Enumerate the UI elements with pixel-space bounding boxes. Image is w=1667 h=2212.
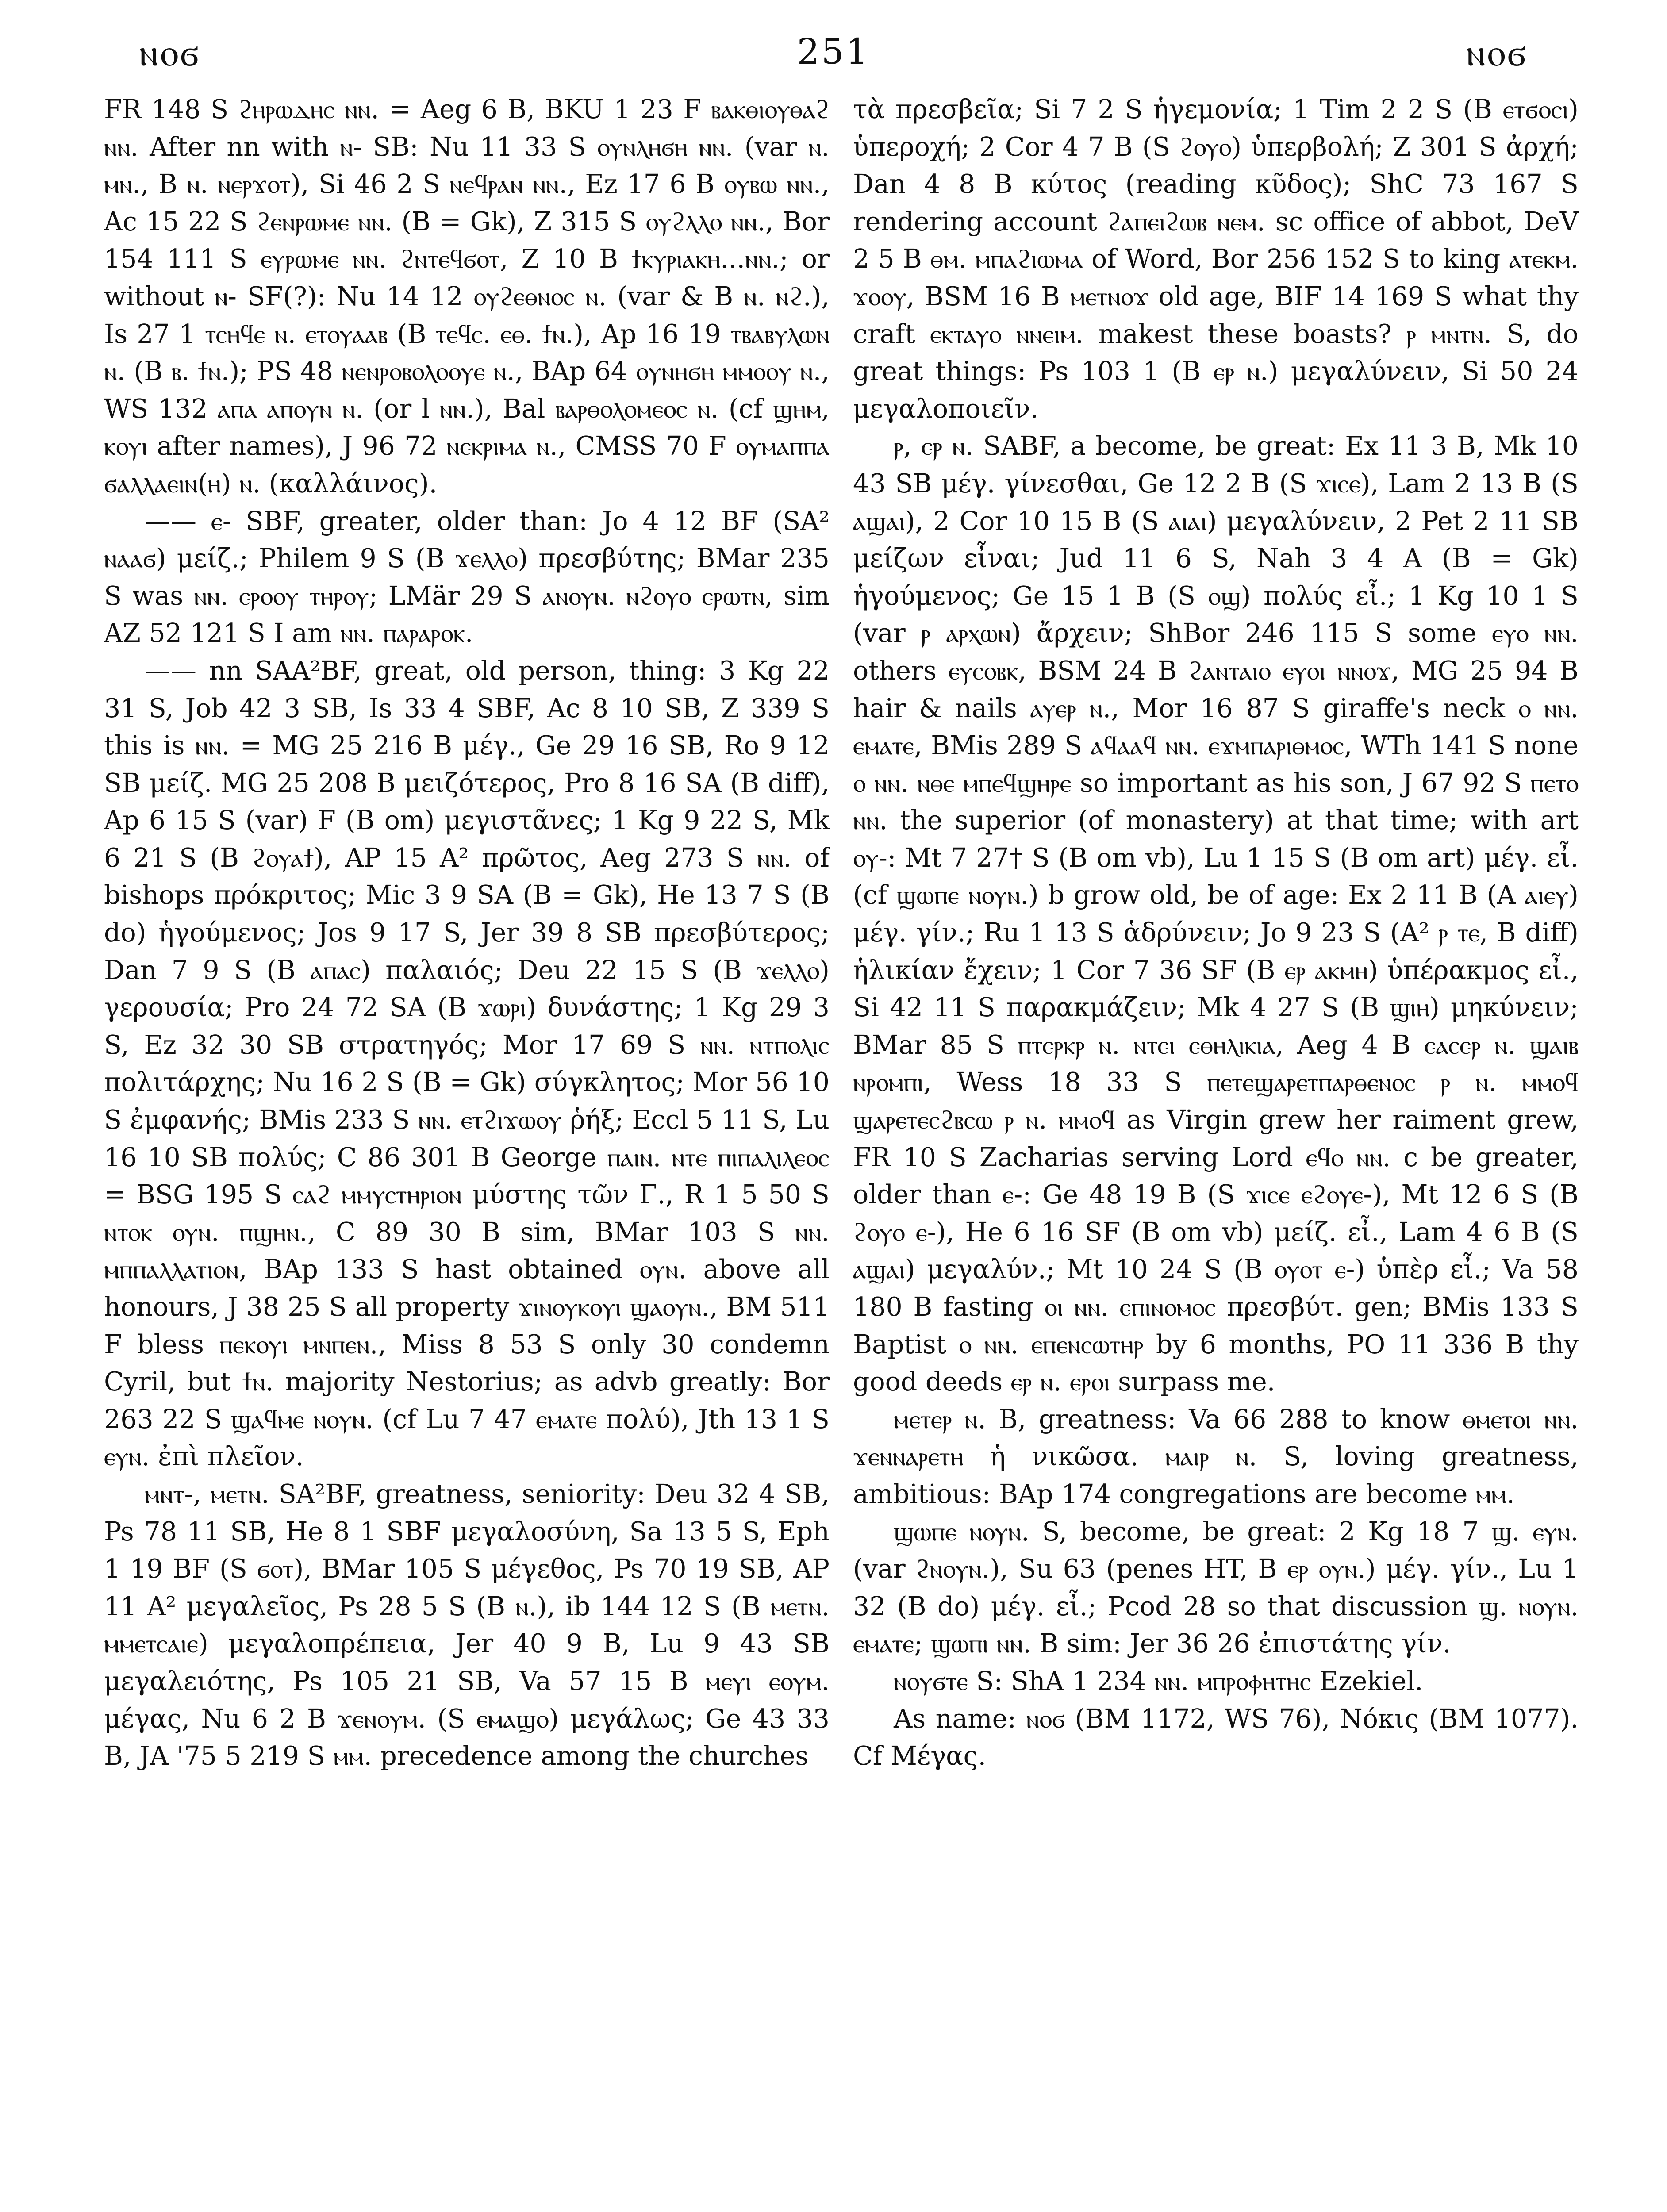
entry-paragraph: ⲛⲟⲩϭⲧⲉ S: ShA 1 234 ⲛⲛ. ⲙⲡⲣⲟⲫⲏⲧⲏⲥ Ezekiel. <box>894 1666 1423 1696</box>
entry-paragraph: ⲙⲉⲧⲉⲣ ⲛ. B, greatness: Va 66 288 to know ⲑⲙⲉⲧⲟⲓ ⲛⲛ. ϫⲉⲛⲛⲁⲣⲉⲧⲏ ἡ νικῶσα. ⲙⲁⲓⲣ ⲛ. S, loving greatness, ambitious: BAp 174 congregations are become ⲙⲙ. <box>853 1404 1579 1509</box>
entry-paragraph: ⲙⲛⲧ-, ⲙⲉⲧⲛ. SA²BF, greatness, seniority: Deu 32 4 SB, Ps 78 11 SB, He 8 1 SBF μεγαλοσύνη, Sa 13 5 S, Eph 1 19 BF (S ϭⲟⲧ), BMar 105 S μέγεθος, Ps 70 19 SB, AP 11 A² μεγαλεῖος, Ps 28 5 S (B ⲛ.), ib 144 12 S (B ⲙⲉⲧⲛ. ⲙⲙⲉⲧⲥⲁⲓⲉ) μεγαλοπρέπεια, Jer 40 9 B, Lu 9 43 SB μεγαλειότης, Ps 105 21 SB, Va 57 15 B ⲙⲉⲩⲓ ⲉⲟⲩⲙ. μέγας, Nu 6 2 B ϫⲉⲛⲟⲩⲙ. (S ⲉⲙⲁϣⲟ) μεγάλως; Ge 43 33 B, JA '75 5 219 S ⲙⲙ. precedence among the churches <box>104 1479 830 1771</box>
right-column <box>853 91 1579 2212</box>
entry-paragraph: ⲣ, ⲉⲣ ⲛ. SABF, a become, be great: Ex 11 3 B, Mk 10 43 SB μέγ. γίνεσθαι, Ge 12 2 B (S ϫⲓⲥⲉ), Lam 2 13 B (S ⲁϣⲁⲓ), 2 Cor 10 15 B (S ⲁⲓⲁⲓ) μεγαλύνειν, 2 Pet 2 11 SB μείζων εἶναι; Jud 11 6 S, Nah 3 4 A (B = Gk) ἡγούμενος; Ge 15 1 B (S ⲟϣ) πολύς εἶ.; 1 Kg 10 1 S (var ⲣ ⲁⲣⲭⲱⲛ) ἄρχειν; ShBor 246 115 S some ⲉⲩⲟ ⲛⲛ. others ⲉⲩⲥⲟⲃⲕ, BSM 24 B ϩⲁⲛⲧⲁⲓⲟ ⲉⲩⲟⲓ ⲛⲛⲟϫ, MG 25 94 B hair & nails ⲁⲩⲉⲣ ⲛ., Mor 16 87 S giraffe's neck ⲟ ⲛⲛ. ⲉⲙⲁⲧⲉ, BMis 289 S ⲁϥⲁⲁϥ ⲛⲛ. ⲉϫⲙⲡⲁⲣⲓⲑⲙⲟⲥ, WTh 141 S none ⲟ ⲛⲛ. ⲛⲑⲉ ⲙⲡⲉϥϣⲏⲣⲉ so important as his son, J 67 92 S ⲡⲉⲧⲟ ⲛⲛ. the superior (of monastery) at that time; with art ⲟⲩ-: Mt 7 27† S (B om vb), Lu 1 15 S (B om art) μέγ. εἶ. (cf ϣⲱⲡⲉ ⲛⲟⲩⲛ.) b grow old, be of age: Ex 2 11 B (A ⲁⲓⲉⲩ) μέγ. γίν.; Ru 1 13 S ἁδρύνειν; Jo 9 23 S (A² ⲣ ⲧⲉ, B diff) ἡλικίαν ἔχειν; 1 Cor 7 36 SF (B ⲉⲣ ⲁⲕⲙⲏ) ὑπέρακμος εἶ., Si 42 11 S παρακμάζειν; Mk 4 27 S (B ϣⲓⲏ) μηκύνειν; BMar 85 S ⲡⲧⲉⲣⲕⲣ ⲛ. ⲛⲧⲉⲓ ⲉⲑⲏⲗⲓⲕⲓⲁ, Aeg 4 B ⲉⲁⲥⲉⲣ ⲛ. ϣⲁⲓⲃ ⲛⲣⲟⲙⲡⲓ, Wess 18 33 S ⲡⲉⲧⲉϣⲁⲣⲉⲧⲡⲁⲣⲑⲉⲛⲟⲥ ⲣ ⲛ. ⲙⲙⲟϥ ϣⲁⲣⲉⲧⲉⲥϩⲃⲥⲱ ⲣ ⲛ. ⲙⲙⲟϥ as Virgin grew her raiment grew, FR 10 S Zacharias serving Lord ⲉϥⲟ ⲛⲛ. c be greater, older than ⲉ-: Ge 48 19 B (S ϫⲓⲥⲉ ⲉϩⲟⲩⲉ-), Mt 12 6 S (B ϩⲟⲩⲟ ⲉ-), He 6 16 SF (B om vb) μείζ. εἶ., Lam 4 6 B (S ⲁϣⲁⲓ) μεγαλύν.; Mt 10 24 S (B ⲟⲩⲟⲧ ⲉ-) ὑπὲρ εἶ.; Va 58 180 B fasting ⲟⲓ ⲛⲛ. ⲉⲡⲓⲛⲟⲙⲟⲥ πρεσβύτ. gen; BMis 133 S Baptist ⲟ ⲛⲛ. ⲉⲡⲉⲛⲥⲱⲧⲏⲣ by 6 months, PO 11 336 B thy good deeds ⲉⲣ ⲛ. ⲉⲣⲟⲓ surpass me. <box>853 431 1579 1397</box>
entry-paragraph: ϣⲱⲡⲉ ⲛⲟⲩⲛ. S, become, be great: 2 Kg 18 7 ϣ. ⲉⲩⲛ. (var ϩⲛⲟⲩⲛ.), Su 63 (penes HT, B ⲉⲣ ⲟⲩⲛ.) μέγ. γίν., Lu 1 32 (B do) μέγ. εἶ.; Pcod 28 so that discussion ϣ. ⲛⲟⲩⲛ. ⲉⲙⲁⲧⲉ; ϣⲱⲡⲓ ⲛⲛ. B sim: Jer 36 26 ἐπιστάτης γίν. <box>853 1516 1579 1659</box>
entry-paragraph: —— nn SAA²BF, great, old person, thing: 3 Kg 22 31 S, Job 42 3 SB, Is 33 4 SBF, Ac 8 10 SB, Z 339 S this is ⲛⲛ. = MG 25 216 B μέγ., Ge 29 16 SB, Ro 9 12 SB μείζ. MG 25 208 B μειζότερος, Pro 8 16 SA (B diff), Ap 6 15 S (var) F (B om) μεγιστᾶνες; 1 Kg 9 22 S, Mk 6 21 S (B ϩⲟⲩⲁϯ), AP 15 A² πρῶτος, Aeg 273 S ⲛⲛ. of bishops πρόκριτος; Mic 3 9 SA (B = Gk), He 13 7 S (B do) ἡγούμενος; Jos 9 17 S, Jer 39 8 SB πρεσβύτερος; Dan 7 9 S (B ⲁⲡⲁⲥ) παλαιός; Deu 22 15 S (B ϫⲉⲗⲗⲟ) γερουσία; Pro 24 72 SA (B ϫⲱⲣⲓ) δυνάστης; 1 Kg 29 3 S, Ez 32 30 SB στρατηγός; Mor 17 69 S ⲛⲛ. ⲛⲧⲡⲟⲗⲓⲥ πολιτάρχης; Nu 16 2 S (B = Gk) σύγκλητος; Mor 56 10 S ἐμφανής; BMis 233 S ⲛⲛ. ⲉⲧϩⲓϫⲱⲟⲩ ῥήξ; Eccl 5 11 S, Lu 16 10 SB πολύς; C 86 301 B George ⲡⲁⲓⲛ. ⲛⲧⲉ ⲡⲓⲡⲁⲗⲓⲗⲉⲟⲥ = BSG 195 S ⲥⲁϩ ⲙⲙⲩⲥⲧⲏⲣⲓⲟⲛ μύστης τῶν Γ., R 1 5 50 S ⲛⲧⲟⲕ ⲟⲩⲛ. ⲡϣⲏⲛ., C 89 30 B sim, BMar 103 S ⲛⲛ. ⲙⲡⲡⲁⲗⲗⲁⲧⲓⲟⲛ, BAp 133 S hast obtained ⲟⲩⲛ. above all honours, J 38 25 S all property ϫⲓⲛⲟⲩⲕⲟⲩⲓ ϣⲁⲟⲩⲛ., BM 511 F bless ⲡⲉⲕⲟⲩⲓ ⲙⲛⲡⲉⲛ., Miss 8 53 S only 30 condemn Cyril, but ϯⲛ. majority Nestorius; as advb greatly: Bor 263 22 S ϣⲁϥⲙⲉ ⲛⲟⲩⲛ. (cf Lu 7 47 ⲉⲙⲁⲧⲉ πολύ), Jth 13 1 S ⲉⲩⲛ. ἐπὶ πλεῖον. <box>104 655 830 1472</box>
page-header <box>104 31 1563 80</box>
entry-paragraph: τὰ πρεσβεῖα; Si 7 2 S ἡγεμονία; 1 Tim 2 2 S (B ⲉⲧϭⲟⲥⲓ) ὑπεροχή; 2 Cor 4 7 B (S ϩⲟⲩⲟ) ὑπερβολή; Z 301 S ἀρχή; Dan 4 8 B κύτος (reading κῦδος); ShC 73 167 S rendering account ϩⲁⲡⲉⲓϩⲱⲃ ⲛⲉⲙ. sc office of abbot, DeV 2 5 B ⲑⲙ. ⲙⲡⲁϩⲓⲱⲙⲁ of Word, Bor 256 152 S to king ⲁⲧⲉⲕⲙ. ϫⲟⲟⲩ, BSM 16 B ⲙⲉⲧⲛⲟϫ old age, BIF 14 169 S what thy craft ⲉⲕⲧⲁⲩⲟ ⲛⲛⲉⲓⲙ. makest these boasts? ⲣ ⲙⲛⲧⲛ. S, do great things: Ps 103 1 (B ⲉⲣ ⲛ.) μεγαλύνειν, Si 50 24 μεγαλοποιεῖν. <box>853 94 1579 424</box>
entry-paragraph: FR 148 S ϩⲏⲣⲱⲇⲏⲥ ⲛⲛ. = Aeg 6 B, BKU 1 23 F ⲃⲁⲕⲑⲓⲟⲩⲑⲁϩ ⲛⲛ. After nn with ⲛ- SB: Nu 11 33 S ⲟⲩⲛⲗⲏϭⲏ ⲛⲛ. (var ⲛ. ⲙⲛ., B ⲛ. ⲛⲉⲣϫⲟⲧ), Si 46 2 S ⲛⲉϥⲣⲁⲛ ⲛⲛ., Ez 17 6 B ⲟⲩⲃⲱ ⲛⲛ., Ac 15 22 S ϩⲉⲛⲣⲱⲙⲉ ⲛⲛ. (B = Gk), Z 315 S ⲟⲩϩⲗⲗⲟ ⲛⲛ., Bor 154 111 S ⲉⲩⲣⲱⲙⲉ ⲛⲛ. ϩⲛⲧⲉϥϭⲟⲧ, Z 10 B ϯⲕⲩⲣⲓⲁⲕⲏ...ⲛⲛ.; or without ⲛ- SF(?): Nu 14 12 ⲟⲩϩⲉⲑⲛⲟⲥ ⲛ. (var & B ⲛ. ⲛϩ.), Is 27 1 ⲧⲥⲏϥⲉ ⲛ. ⲉⲧⲟⲩⲁⲁⲃ (B ⲧⲉϥⲥ. ⲉⲑ. ϯⲛ.), Ap 16 19 ⲧⲃⲁⲃⲩⲗⲱⲛ ⲛ. (B ⲃ. ϯⲛ.); PS 48 ⲛⲉⲛⲣⲟⲃⲟⲗⲟⲟⲩⲉ ⲛ., BAp 64 ⲟⲩⲛⲏϭⲏ ⲙⲙⲟⲟⲩ ⲛ., WS 132 ⲁⲡⲁ ⲁⲡⲟⲩⲛ ⲛ. (or l ⲛⲛ.), Bal ⲃⲁⲣⲑⲟⲗⲟⲙⲉⲟⲥ ⲛ. (cf ϣⲏⲙ, ⲕⲟⲩⲓ after names), J 96 72 ⲛⲉⲕⲣⲓⲙⲁ ⲛ., CMSS 70 F ⲟⲩⲙⲁⲡⲡⲁ ϭⲁⲗⲗⲁⲉⲓⲛ(ⲏ) ⲛ. (καλλάινος). <box>104 94 830 499</box>
left-column <box>104 91 830 2212</box>
header-right-headword: ⲛⲟϭ <box>1466 31 1528 74</box>
entry-paragraph: As name: ⲛⲟϭ (BM 1172, WS 76), Νόκις (BM 1077). Cf Μέγας. <box>853 1703 1579 1771</box>
page-number: 251 <box>797 31 870 72</box>
entry-paragraph: —— ⲉ- SBF, greater, older than: Jo 4 12 BF (SA² ⲛⲁⲁϭ) μείζ.; Philem 9 S (B ϫⲉⲗⲗⲟ) πρεσβύτης; BMar 235 S was ⲛⲛ. ⲉⲣⲟⲟⲩ ⲧⲏⲣⲟⲩ; LMär 29 S ⲁⲛⲟⲩⲛ. ⲛϩⲟⲩⲟ ⲉⲣⲱⲧⲛ, sim AZ 52 121 S I am ⲛⲛ. ⲡⲁⲣⲁⲣⲟⲕ. <box>104 506 830 649</box>
header-left-headword: ⲛⲟϭ <box>139 31 201 74</box>
